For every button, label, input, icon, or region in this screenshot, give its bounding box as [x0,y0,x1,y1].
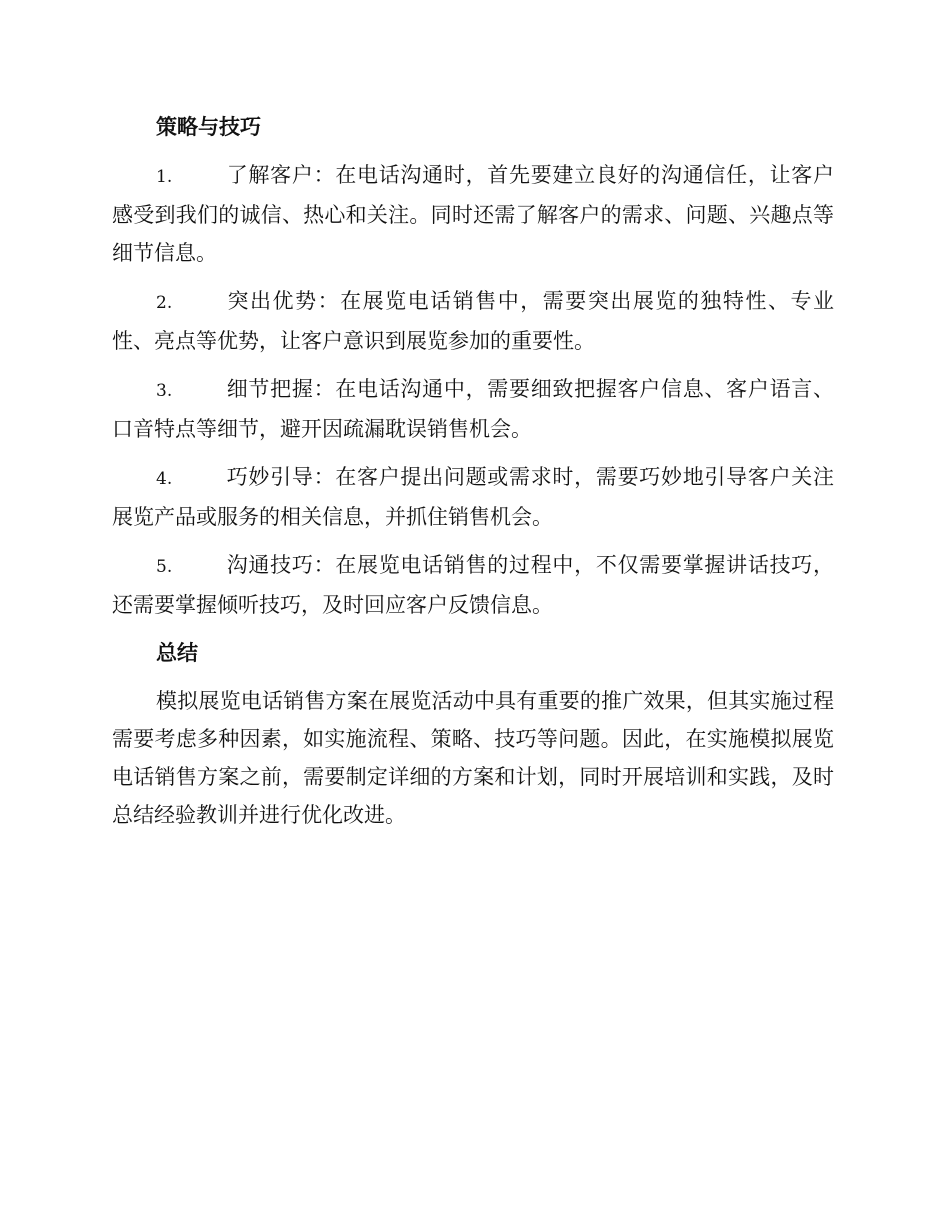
list-item-text: 突出优势：在展览电话销售中，需要突出展览的独特性、专业性、亮点等优势，让客户意识到展览参加的重要性。 [112,289,834,353]
list-item-text: 细节把握：在电话沟通中，需要细致把握客户信息、客户语言、口音特点等细节，避开因疏漏耽误销售机会。 [112,377,834,441]
list-item-number: 3. [156,381,173,401]
list-item [112,282,834,360]
list-item-text: 巧妙引导：在客户提出问题或需求时，需要巧妙地引导客户关注展览产品或服务的相关信息，并抓住销售机会。 [112,465,834,529]
document-page [112,108,834,834]
list-item-number: 4. [156,469,173,489]
list-item [112,546,834,624]
list-item [112,458,834,536]
list-item [112,370,834,448]
list-item-number: 2. [156,293,173,313]
list-item-text: 了解客户：在电话沟通时，首先要建立良好的沟通信任，让客户感受到我们的诚信、热心和关注。同时还需了解客户的需求、问题、兴趣点等细节信息。 [112,163,834,265]
section-heading-summary: 总结 [156,641,198,665]
list-item-text: 沟通技巧：在展览电话销售的过程中，不仅需要掌握讲话技巧，还需要掌握倾听技巧，及时回应客户反馈信息。 [112,553,834,617]
list-item-number: 5. [156,557,173,577]
list-item-number: 1. [156,167,173,187]
section-heading-strategy: 策略与技巧 [156,115,261,139]
list-item [112,156,834,272]
summary-paragraph: 模拟展览电话销售方案在展览活动中具有重要的推广效果，但其实施过程需要考虑多种因素，如实施流程、策略、技巧等问题。因此，在实施模拟展览电话销售方案之前，需要制定详细的方案和计划，同时开展培训和实践，及时总结经验教训并进行优化改进。 [112,689,834,827]
